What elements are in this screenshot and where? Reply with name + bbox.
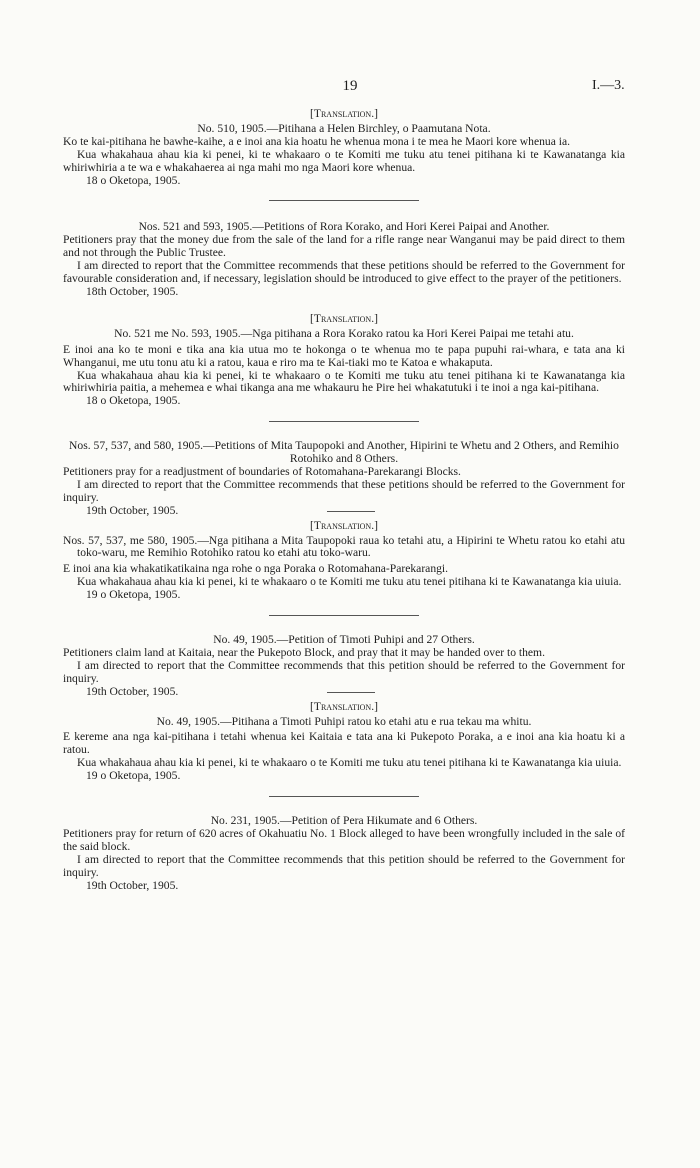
report-text: I am directed to report that the Committee recommends that this petition should be referred to the Government for inquiry. [63,658,625,685]
petition-text: Petitioners claim land at Kaitaia, near the Pukepoto Block, and pray that it may be handed over to them. [63,646,545,659]
minor-divider [327,692,375,693]
report-text: I am directed to report that the Committee recommends that this petition should be referred to the Government for inquiry. [63,852,625,879]
page-body [63,108,625,893]
petition-510-translation [63,108,625,187]
page-number: 19 [342,78,358,94]
report-date: 19th October, 1905. [86,684,179,698]
translation-report: Kua whakahaua ahau kia ki penei, ki te whakaaro o te Komiti me tuku atu tenei pitihana ki te Kawanatanga kia uiuia. [77,575,622,589]
petition-title: No. 231, 1905.—Petition of Pera Hikumate and 6 Others. [210,814,478,828]
translation-section [63,701,625,783]
report-date: 19th October, 1905. [86,878,179,892]
translation-date: 18 o Oketopa, 1905. [86,394,181,408]
report-text: I am directed to report that the Committee recommends that these petitions should be referred to the Government for inquiry. [63,477,625,504]
translation-report: Kua whakahaua ahau kia ki penei, ki te whakaaro o te Komiti me tuku atu tenei pitihana ki te Kawanatanga kia whiriwhiria paitia, a mehemea e whai tikanga ana me whakauru he Pire hei whakatutuki i te inoi a nga kai-pitihana. [63,368,625,395]
section-divider [269,200,419,201]
petition-57-537-580 [63,440,625,602]
petition-title: No. 510, 1905.—Pitihana a Helen Birchley, o Paamutana Nota. [197,121,491,135]
translation-date: 19 o Oketopa, 1905. [86,588,181,602]
translation-header: [Translation.] [310,699,378,713]
petition-521-593 [63,221,625,408]
petition-title: No. 49, 1905.—Petition of Timoti Puhipi and 27 Others. [213,633,475,647]
petition-text: Petitioners pray that the money due from the sale of the land for a rifle range near Wanganui may be paid direct to them and not through the Public Trustee. [63,233,625,260]
petition-text: Petitioners pray for a readjustment of boundaries of Rotomahana-Parekarangi Blocks. [63,465,461,479]
report-date: 18th October, 1905. [86,284,179,298]
translation-header: [Translation.] [310,518,378,532]
translation-section [63,313,625,408]
translation-section [63,520,625,602]
report-date: 18 o Oketopa, 1905. [86,173,181,187]
minor-divider [327,511,375,512]
report-text: Kua whakahaua ahau kia ki penei, ki te whakaaro o te Komiti me tuku atu tenei pitihana ki te Kawanatanga kia whiriwhiria a te wa e whakahaerea ai nga mahi mo nga Maori kore whenua. [63,147,625,174]
petition-title: Nos. 57, 537, and 580, 1905.—Petitions of Mita Taupopoki and Another, Hipirini te Whetu and 2 Others, and Remihio Rotohiko and 8 Others. [69,439,619,466]
translation-text: E inoi ana ko te moni e tika ana kia utua mo te hokonga o te whenua mo te papa pupuhi rai-whara, e tata ana ki Whanganui, me utu tonu atu ki a ratou, kaua e riro ma te Kai-tiaki mo te Katoa e whakaputa. [63,342,625,369]
section-divider [269,796,419,797]
petition-49 [63,634,625,783]
translation-title: No. 49, 1905.—Pitihana a Timoti Puhipi ratou ko etahi atu e rua tekau ma whitu. [156,714,532,728]
translation-text: E inoi ana kia whakatikatikaina nga rohe o nga Poraka o Rotomahana-Parekarangi. [63,562,449,576]
section-divider [269,615,419,616]
translation-header: [Translation.] [310,107,378,120]
section-divider [269,421,419,422]
report-date: 19th October, 1905. [86,503,179,517]
translation-title: No. 521 me No. 593, 1905.—Nga pitihana a Rora Korako ratou ka Hori Kerei Paipai me tetahi atu. [114,326,574,340]
translation-text: E kereme ana nga kai-pitihana i tetahi whenua kei Kaitaia e tata ana ki Pukepoto Poraka, a e inoi ana kia hoatu ki a ratou. [63,730,625,757]
petition-231 [63,815,625,892]
petition-text: Petitioners pray for return of 620 acres of Okahuatiu No. 1 Block alleged to have been wrongfully included in the sale of the said block. [63,826,625,853]
petition-text: Ko te kai-pitihana he bawhe-kaihe, a e inoi ana kia hoatu he whenua mona i te mea he Maori kore whenua ia. [63,134,571,148]
translation-report: Kua whakahaua ahau kia ki penei, ki te whakaaro o te Komiti me tuku atu tenei pitihana ki te Kawanatanga kia uiuia. [77,756,622,770]
page-reference: I.—3. [592,78,625,93]
report-text: I am directed to report that the Committee recommends that these petitions should be referred to the Government for favourable consideration and, if necessary, legislation should be introduced to give effect to the prayer of the petitioners. [63,259,625,286]
petition-title: Nos. 521 and 593, 1905.—Petitions of Rora Korako, and Hori Kerei Paipai and Another. [138,220,550,234]
translation-header: [Translation.] [310,311,378,325]
translation-title: Nos. 57, 537, me 580, 1905.—Nga pitihana a Mita Taupopoki raua ko tetahi atu, a Hipirini te Whetu ratou ko etahi atu toko-waru, me Remihio Rotohiko ratou ko etahi atu toko-waru. [63,533,625,560]
translation-date: 19 o Oketopa, 1905. [86,769,181,783]
